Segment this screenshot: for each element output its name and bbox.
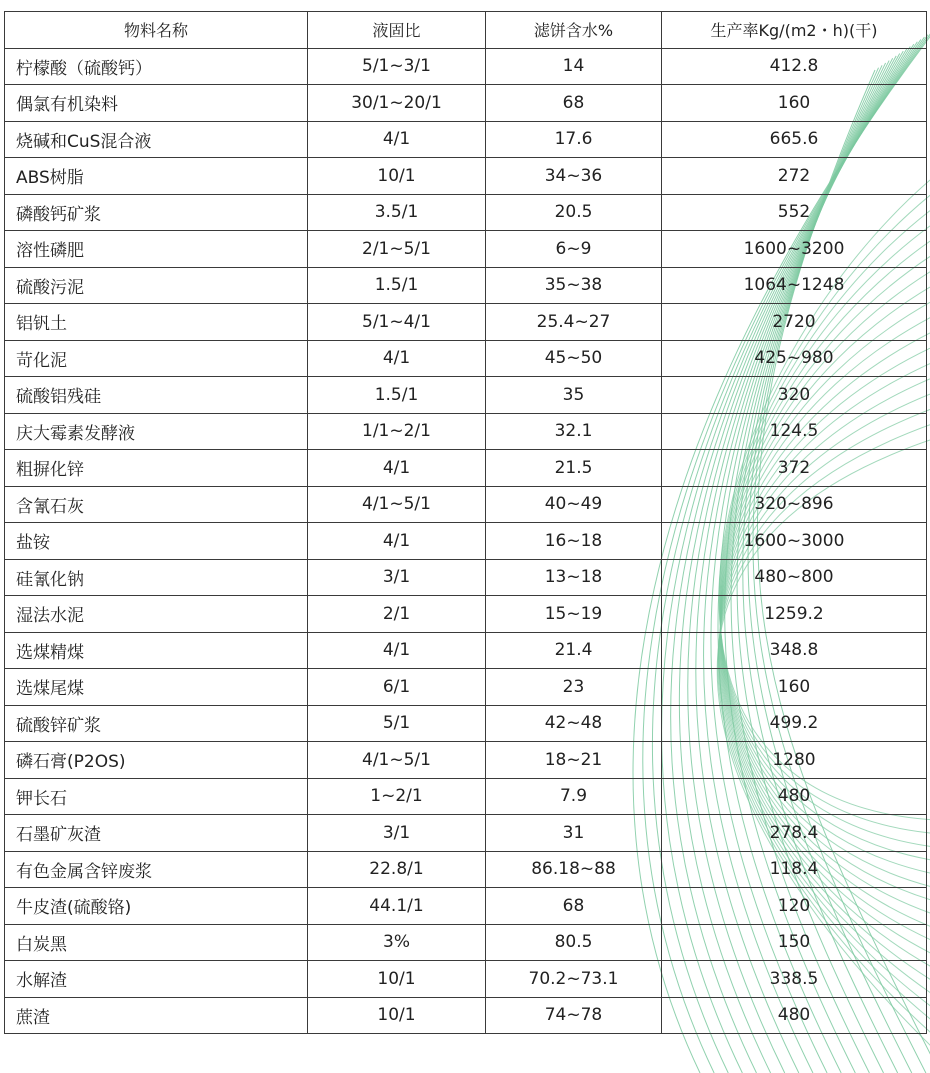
- moisture-cell: 74~78: [486, 997, 662, 1034]
- rate-cell: 412.8: [662, 48, 927, 85]
- moisture-cell: 70.2~73.1: [486, 961, 662, 998]
- rate-cell: 278.4: [662, 815, 927, 852]
- material-name-cell: 选煤尾煤: [5, 669, 308, 706]
- material-name-cell: 水解渣: [5, 961, 308, 998]
- material-name-cell: 湿法水泥: [5, 596, 308, 633]
- rate-cell: 118.4: [662, 851, 927, 888]
- ratio-cell: 6/1: [308, 669, 486, 706]
- material-name-cell: 硫酸锌矿浆: [5, 705, 308, 742]
- rate-cell: 120: [662, 888, 927, 925]
- ratio-cell: 10/1: [308, 997, 486, 1034]
- ratio-cell: 4/1~5/1: [308, 486, 486, 523]
- material-name-cell: 钾长石: [5, 778, 308, 815]
- ratio-cell: 10/1: [308, 158, 486, 195]
- moisture-cell: 21.5: [486, 450, 662, 487]
- table-row: [5, 851, 927, 888]
- moisture-cell: 68: [486, 888, 662, 925]
- material-name-cell: 烧碱和CuS混合液: [5, 121, 308, 158]
- material-name-cell: 苛化泥: [5, 340, 308, 377]
- material-name-cell: 硫酸铝残硅: [5, 377, 308, 414]
- rate-cell: 480~800: [662, 559, 927, 596]
- table-row: [5, 486, 927, 523]
- table-row: [5, 596, 927, 633]
- moisture-cell: 18~21: [486, 742, 662, 779]
- ratio-cell: 4/1: [308, 632, 486, 669]
- rate-cell: 150: [662, 924, 927, 961]
- rate-cell: 1600~3200: [662, 231, 927, 268]
- rate-cell: 372: [662, 450, 927, 487]
- rate-cell: 665.6: [662, 121, 927, 158]
- rate-cell: 348.8: [662, 632, 927, 669]
- table-row: [5, 669, 927, 706]
- table-row: [5, 778, 927, 815]
- moisture-cell: 15~19: [486, 596, 662, 633]
- moisture-cell: 23: [486, 669, 662, 706]
- rate-cell: 320~896: [662, 486, 927, 523]
- rate-cell: 1280: [662, 742, 927, 779]
- moisture-cell: 25.4~27: [486, 304, 662, 341]
- table-row: [5, 961, 927, 998]
- material-name-cell: 有色金属含锌废浆: [5, 851, 308, 888]
- table-row: [5, 997, 927, 1034]
- moisture-cell: 42~48: [486, 705, 662, 742]
- table-row: [5, 267, 927, 304]
- ratio-cell: 3/1: [308, 815, 486, 852]
- table-row: [5, 231, 927, 268]
- moisture-cell: 32.1: [486, 413, 662, 450]
- moisture-cell: 14: [486, 48, 662, 85]
- material-name-cell: 柠檬酸（硫酸钙）: [5, 48, 308, 85]
- ratio-cell: 3.5/1: [308, 194, 486, 231]
- rate-cell: 272: [662, 158, 927, 195]
- ratio-cell: 4/1: [308, 121, 486, 158]
- table-header-row: [5, 12, 927, 49]
- table-row: [5, 413, 927, 450]
- table-row: [5, 705, 927, 742]
- ratio-cell: 4/1: [308, 523, 486, 560]
- material-name-cell: 铝钒土: [5, 304, 308, 341]
- rate-cell: 480: [662, 997, 927, 1034]
- table-row: [5, 304, 927, 341]
- moisture-cell: 35~38: [486, 267, 662, 304]
- material-name-cell: ABS树脂: [5, 158, 308, 195]
- header-material-name: 物料名称: [5, 12, 308, 49]
- moisture-cell: 35: [486, 377, 662, 414]
- material-name-cell: 石墨矿灰渣: [5, 815, 308, 852]
- moisture-cell: 6~9: [486, 231, 662, 268]
- material-name-cell: 盐铵: [5, 523, 308, 560]
- moisture-cell: 68: [486, 85, 662, 122]
- ratio-cell: 4/1~5/1: [308, 742, 486, 779]
- ratio-cell: 10/1: [308, 961, 486, 998]
- material-name-cell: 偶氯有机染料: [5, 85, 308, 122]
- moisture-cell: 20.5: [486, 194, 662, 231]
- material-name-cell: 牛皮渣(硫酸铬): [5, 888, 308, 925]
- table-row: [5, 888, 927, 925]
- rate-cell: 338.5: [662, 961, 927, 998]
- rate-cell: 160: [662, 85, 927, 122]
- moisture-cell: 31: [486, 815, 662, 852]
- material-name-cell: 溶性磷肥: [5, 231, 308, 268]
- rate-cell: 320: [662, 377, 927, 414]
- ratio-cell: 1.5/1: [308, 267, 486, 304]
- material-name-cell: 硫酸污泥: [5, 267, 308, 304]
- table-row: [5, 158, 927, 195]
- material-name-cell: 粗摒化锌: [5, 450, 308, 487]
- material-name-cell: 庆大霉素发酵液: [5, 413, 308, 450]
- ratio-cell: 44.1/1: [308, 888, 486, 925]
- ratio-cell: 5/1~3/1: [308, 48, 486, 85]
- rate-cell: 2720: [662, 304, 927, 341]
- table-row: [5, 85, 927, 122]
- table-row: [5, 340, 927, 377]
- header-liquid-solid-ratio: 液固比: [308, 12, 486, 49]
- ratio-cell: 1/1~2/1: [308, 413, 486, 450]
- moisture-cell: 7.9: [486, 778, 662, 815]
- material-name-cell: 选煤精煤: [5, 632, 308, 669]
- ratio-cell: 3%: [308, 924, 486, 961]
- moisture-cell: 86.18~88: [486, 851, 662, 888]
- rate-cell: 124.5: [662, 413, 927, 450]
- moisture-cell: 16~18: [486, 523, 662, 560]
- rate-cell: 425~980: [662, 340, 927, 377]
- ratio-cell: 4/1: [308, 450, 486, 487]
- ratio-cell: 22.8/1: [308, 851, 486, 888]
- table-row: [5, 523, 927, 560]
- rate-cell: 480: [662, 778, 927, 815]
- table-row: [5, 194, 927, 231]
- table-row: [5, 924, 927, 961]
- header-production-rate: 生产率Kg/(m2・h)(干): [662, 12, 927, 49]
- material-name-cell: 白炭黑: [5, 924, 308, 961]
- material-name-cell: 含氰石灰: [5, 486, 308, 523]
- rate-cell: 1259.2: [662, 596, 927, 633]
- header-cake-moisture: 滤饼含水%: [486, 12, 662, 49]
- table-row: [5, 377, 927, 414]
- rate-cell: 160: [662, 669, 927, 706]
- rate-cell: 499.2: [662, 705, 927, 742]
- ratio-cell: 5/1: [308, 705, 486, 742]
- material-name-cell: 蔗渣: [5, 997, 308, 1034]
- moisture-cell: 17.6: [486, 121, 662, 158]
- moisture-cell: 13~18: [486, 559, 662, 596]
- table-row: [5, 742, 927, 779]
- table-row: [5, 450, 927, 487]
- moisture-cell: 21.4: [486, 632, 662, 669]
- material-name-cell: 磷酸钙矿浆: [5, 194, 308, 231]
- ratio-cell: 3/1: [308, 559, 486, 596]
- ratio-cell: 1~2/1: [308, 778, 486, 815]
- ratio-cell: 2/1~5/1: [308, 231, 486, 268]
- rate-cell: 1064~1248: [662, 267, 927, 304]
- material-spec-table: [4, 11, 927, 1034]
- moisture-cell: 34~36: [486, 158, 662, 195]
- ratio-cell: 5/1~4/1: [308, 304, 486, 341]
- rate-cell: 552: [662, 194, 927, 231]
- ratio-cell: 2/1: [308, 596, 486, 633]
- ratio-cell: 1.5/1: [308, 377, 486, 414]
- table-row: [5, 815, 927, 852]
- moisture-cell: 40~49: [486, 486, 662, 523]
- rate-cell: 1600~3000: [662, 523, 927, 560]
- table-row: [5, 559, 927, 596]
- moisture-cell: 80.5: [486, 924, 662, 961]
- table-row: [5, 121, 927, 158]
- ratio-cell: 4/1: [308, 340, 486, 377]
- ratio-cell: 30/1~20/1: [308, 85, 486, 122]
- material-name-cell: 磷石膏(P2OS): [5, 742, 308, 779]
- table-row: [5, 632, 927, 669]
- table-row: [5, 48, 927, 85]
- moisture-cell: 45~50: [486, 340, 662, 377]
- material-name-cell: 硅氰化钠: [5, 559, 308, 596]
